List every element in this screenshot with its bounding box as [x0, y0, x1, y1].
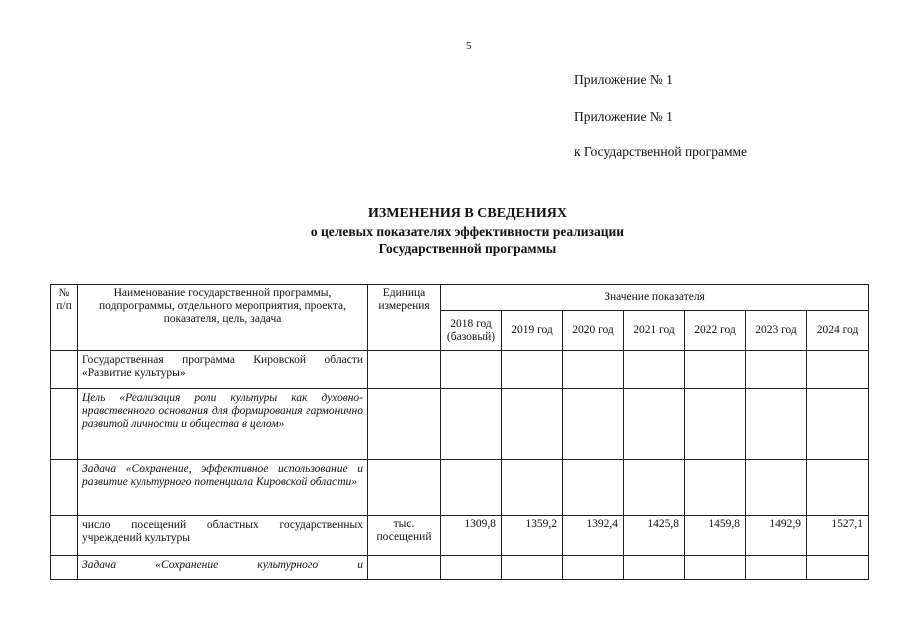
row-value: 1527,1	[807, 516, 869, 556]
row-num	[51, 556, 78, 580]
row-value	[502, 389, 563, 460]
row-value	[807, 389, 869, 460]
row-value	[441, 351, 502, 389]
row-value: 1392,4	[563, 516, 624, 556]
row-value	[685, 460, 746, 516]
row-value	[807, 460, 869, 516]
header-name: Наименование государственной программы, подпрограммы, отдельного мероприятия, проекта, показателя, цель, задача	[78, 285, 368, 351]
header-value: Значение показателя	[441, 285, 869, 311]
row-name: Задача «Сохранение культурного и	[78, 556, 368, 580]
row-value	[502, 460, 563, 516]
row-name: число посещений областных государственных учреждений культуры	[78, 516, 368, 556]
indicators-table	[50, 284, 869, 580]
row-value	[441, 389, 502, 460]
table-row	[51, 516, 869, 556]
document-subtitle-1: о целевых показателях эффективности реализации	[310, 224, 625, 239]
header-year: 2020 год	[563, 311, 624, 351]
row-value: 1492,9	[746, 516, 807, 556]
row-unit: тыс. посещений	[368, 516, 441, 556]
header-year: 2022 год	[685, 311, 746, 351]
document-subtitle-2: Государственной программы	[378, 241, 557, 256]
document-title: ИЗМЕНЕНИЯ В СВЕДЕНИЯХ	[367, 206, 568, 221]
row-name: Цель «Реализация роли культуры как духовно-нравственного основания для формирования гармонично развитой личности и общества в целом»	[78, 389, 368, 460]
row-value	[563, 556, 624, 580]
row-value	[502, 556, 563, 580]
page-number: 5	[466, 40, 472, 52]
row-value	[502, 351, 563, 389]
row-value	[624, 389, 685, 460]
header-num: № п/п	[51, 285, 78, 351]
row-value	[685, 351, 746, 389]
appendix-line-2: Приложение № 1	[574, 109, 673, 124]
row-value: 1459,8	[685, 516, 746, 556]
row-value	[746, 460, 807, 516]
row-value: 1309,8	[441, 516, 502, 556]
row-num	[51, 351, 78, 389]
row-name: Задача «Сохранение, эффективное использование и развитие культурного потенциала Кировской области»	[78, 460, 368, 516]
row-value	[624, 460, 685, 516]
row-value	[746, 351, 807, 389]
row-unit	[368, 351, 441, 389]
header-row	[51, 285, 869, 311]
row-value	[685, 389, 746, 460]
row-value	[746, 389, 807, 460]
header-year: 2021 год	[624, 311, 685, 351]
row-value	[807, 556, 869, 580]
row-unit	[368, 389, 441, 460]
header-year: 2024 год	[807, 311, 869, 351]
row-value: 1359,2	[502, 516, 563, 556]
row-num	[51, 516, 78, 556]
table-row	[51, 556, 869, 580]
header-year: 2018 год (базовый)	[441, 311, 502, 351]
row-value	[563, 351, 624, 389]
row-name: Государственная программа Кировской области «Развитие культуры»	[78, 351, 368, 389]
row-value	[563, 460, 624, 516]
row-value	[441, 460, 502, 516]
header-unit: Единица измерения	[368, 285, 441, 351]
table-row	[51, 351, 869, 389]
table-row	[51, 389, 869, 460]
row-num	[51, 389, 78, 460]
row-value	[807, 351, 869, 389]
row-value: 1425,8	[624, 516, 685, 556]
row-num	[51, 460, 78, 516]
row-value	[624, 556, 685, 580]
row-value	[624, 351, 685, 389]
header-year: 2023 год	[746, 311, 807, 351]
appendix-line-3: к Государственной программе	[574, 144, 748, 159]
row-value	[563, 389, 624, 460]
header-year: 2019 год	[502, 311, 563, 351]
row-value	[685, 556, 746, 580]
table-row	[51, 460, 869, 516]
row-value	[441, 556, 502, 580]
row-unit	[368, 556, 441, 580]
row-unit	[368, 460, 441, 516]
row-value	[746, 556, 807, 580]
appendix-line-1: Приложение № 1	[574, 72, 673, 87]
